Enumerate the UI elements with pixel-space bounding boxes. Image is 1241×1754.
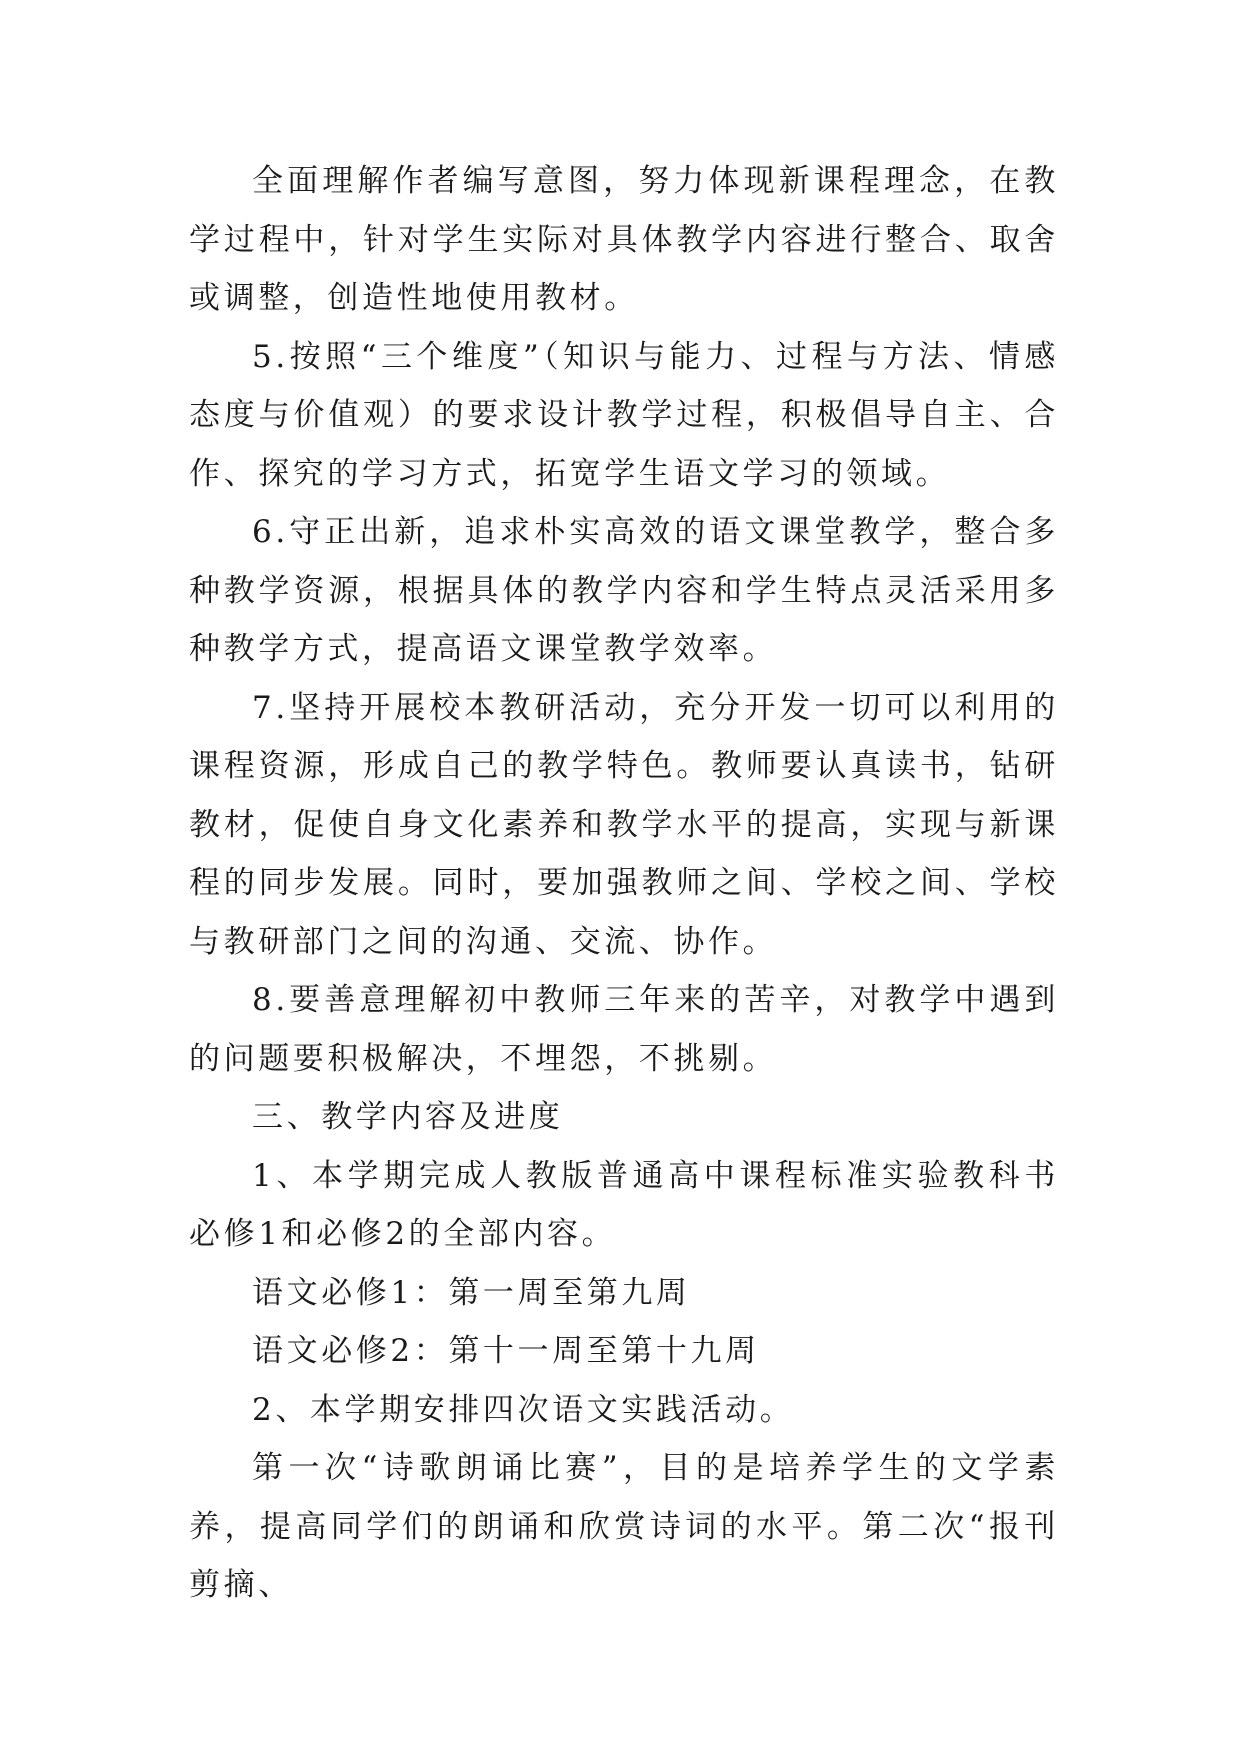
paragraph-schedule-required-1: 语文必修1：第一周至第九周 — [252, 1274, 691, 1311]
document-body — [189, 152, 1059, 1615]
paragraph-schedule-required-2: 语文必修2：第十一周至第十九周 — [252, 1333, 760, 1369]
paragraph-teaching-intent: 全面理解作者编写意图，努力体现新课程理念，在教学过程中，针对学生实际对具体教学内容进行整合、取舍或调整，创造性地使用教材。 — [189, 163, 1059, 316]
paragraph-activity-first: 第一次“诗歌朗诵比赛”，目的是培养学生的文学素养，提高同学们的朗诵和欣赏诗词的水平。第二次“报刊剪摘、 — [189, 1450, 1059, 1603]
paragraph-item-5: 5.按照“三个维度”（知识与能力、过程与方法、情感态度与价值观）的要求设计教学过程，积极倡导自主、合作、探究的学习方式，拓宽学生语文学习的领域。 — [189, 338, 1059, 492]
paragraph-item-8: 8.要善意理解初中教师三年来的苦辛，对教学中遇到的问题要积极解决，不埋怨，不挑剔。 — [189, 982, 1059, 1077]
paragraph-content-2: 2、本学期安排四次语文实践活动。 — [252, 1391, 795, 1428]
section-heading-content-progress: 三、教学内容及进度 — [252, 1099, 564, 1135]
paragraph-item-7: 7.坚持开展校本教研活动，充分开发一切可以利用的课程资源，形成自己的教学特色。教师要认真读书，钻研教材，促使自身文化素养和教学水平的提高，实现与新课程的同步发展。同时，要加强教师之间、学校之间、学校与教研部门之间的沟通、交流、协作。 — [189, 689, 1059, 960]
paragraph-item-6: 6.守正出新，追求朴实高效的语文课堂教学，整合多种教学资源，根据具体的教学内容和学生特点灵活采用多种教学方式，提高语文课堂教学效率。 — [189, 514, 1059, 667]
paragraph-content-1: 1、本学期完成人教版普通高中课程标准实验教科书必修1和必修2的全部内容。 — [189, 1157, 1059, 1252]
